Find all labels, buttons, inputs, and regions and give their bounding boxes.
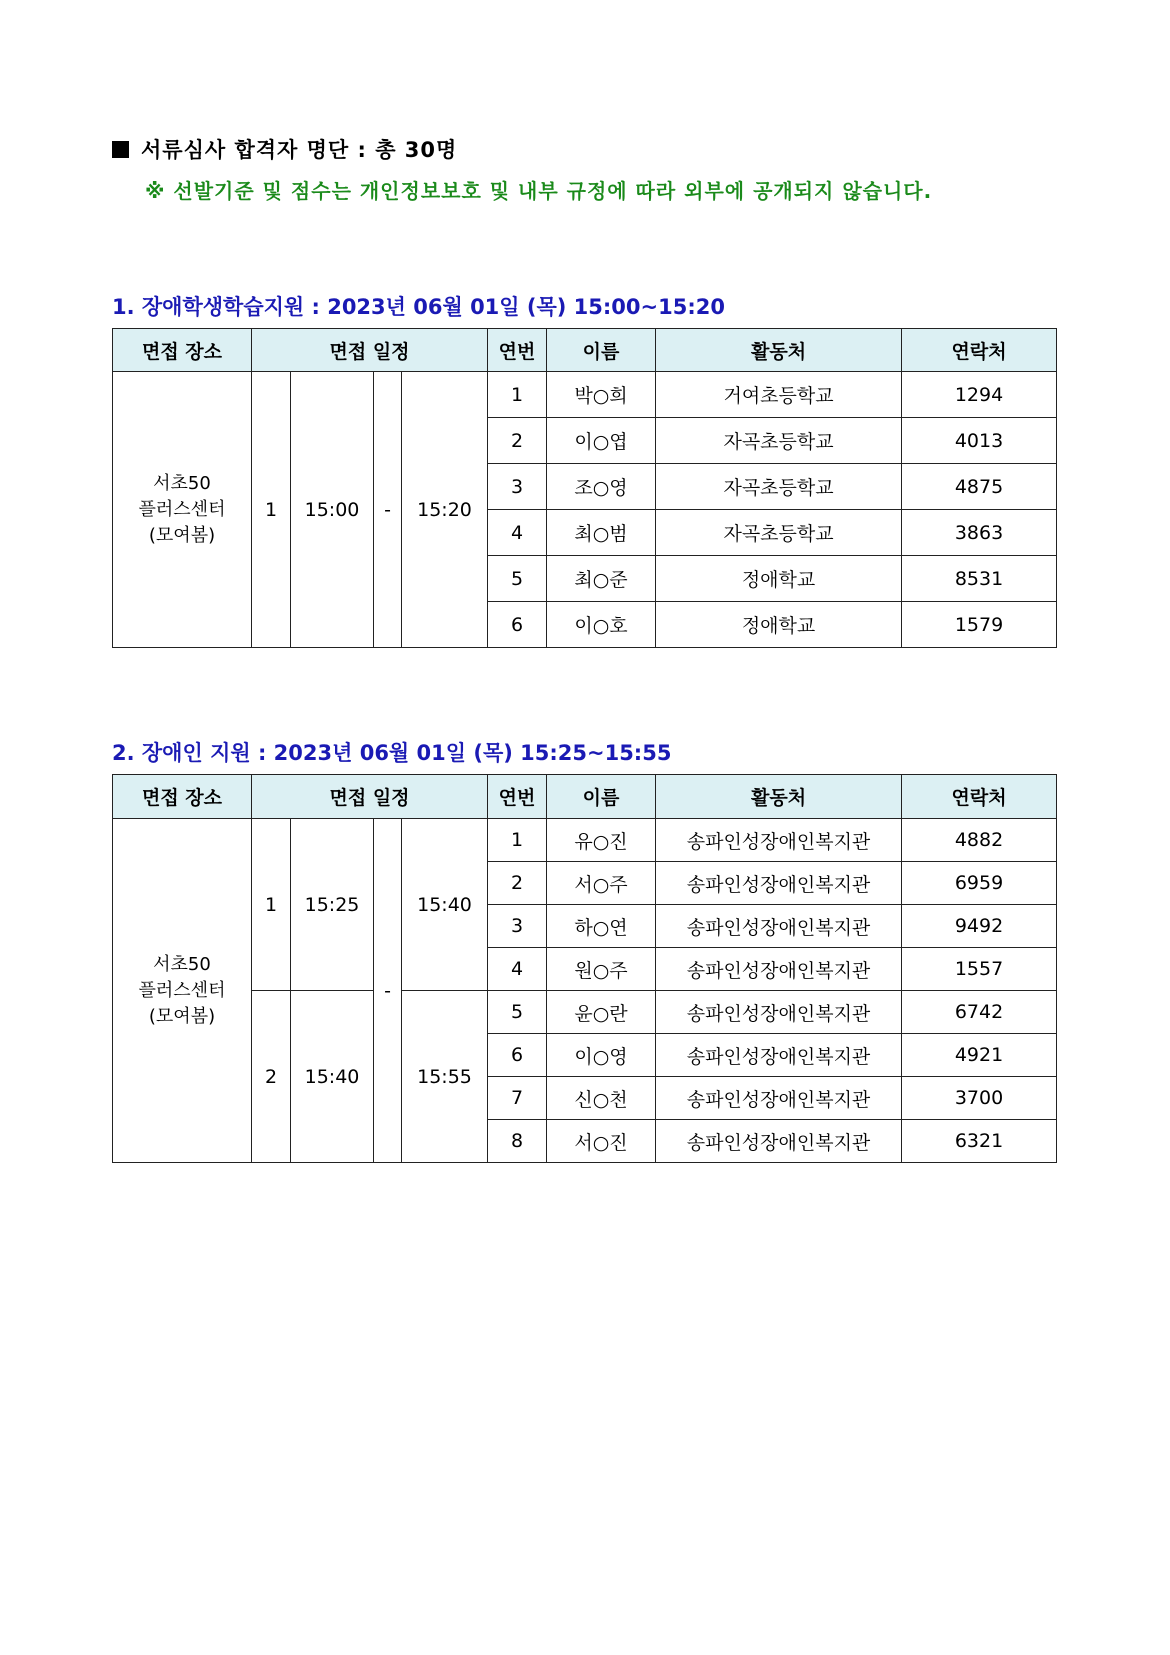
time-dash: - xyxy=(374,372,402,648)
row-org: 송파인성장애인복지관 xyxy=(656,1034,902,1077)
row-org: 송파인성장애인복지관 xyxy=(656,948,902,991)
header-no: 연번 xyxy=(488,329,547,372)
end-time: 15:20 xyxy=(402,372,488,648)
row-org: 정애학교 xyxy=(656,602,902,648)
row-no: 2 xyxy=(488,862,547,905)
row-org: 송파인성장애인복지관 xyxy=(656,862,902,905)
row-no: 7 xyxy=(488,1077,547,1120)
row-name: 원○주 xyxy=(547,948,656,991)
header-schedule: 면접 일정 xyxy=(252,329,488,372)
row-name: 이○호 xyxy=(547,602,656,648)
row-org: 송파인성장애인복지관 xyxy=(656,905,902,948)
header-place: 면접 장소 xyxy=(113,329,252,372)
row-no: 1 xyxy=(488,819,547,862)
end-time: 15:40 xyxy=(402,819,488,991)
row-name: 최○준 xyxy=(547,556,656,602)
session-number: 1 xyxy=(252,372,291,648)
title-text: 서류심사 합격자 명단 : 총 30명 xyxy=(141,138,458,162)
row-contact: 8531 xyxy=(902,556,1057,602)
session-number: 1 xyxy=(252,819,291,991)
row-org: 거여초등학교 xyxy=(656,372,902,418)
place-line: 플러스센터 xyxy=(138,498,226,520)
row-org: 정애학교 xyxy=(656,556,902,602)
row-name: 박○희 xyxy=(547,372,656,418)
header-contact: 연락처 xyxy=(902,329,1057,372)
row-no: 4 xyxy=(488,510,547,556)
table-header-row xyxy=(113,775,1057,819)
header-org: 활동처 xyxy=(656,329,902,372)
row-name: 유○진 xyxy=(547,819,656,862)
session-number: 2 xyxy=(252,991,291,1163)
row-no: 5 xyxy=(488,556,547,602)
row-contact: 6321 xyxy=(902,1120,1057,1163)
disclosure-note: ※ 선발기준 및 점수는 개인정보보호 및 내부 규정에 따라 외부에 공개되지 않습니다. xyxy=(145,179,933,203)
row-no: 8 xyxy=(488,1120,547,1163)
header-place: 면접 장소 xyxy=(113,775,252,819)
section2-table xyxy=(112,774,1057,1163)
row-contact: 4875 xyxy=(902,464,1057,510)
row-contact: 3700 xyxy=(902,1077,1057,1120)
header-no: 연번 xyxy=(488,775,547,819)
black-square-bullet-icon xyxy=(112,141,129,158)
row-no: 3 xyxy=(488,464,547,510)
header-org: 활동처 xyxy=(656,775,902,819)
row-name: 서○진 xyxy=(547,1120,656,1163)
row-name: 이○영 xyxy=(547,1034,656,1077)
interview-place xyxy=(113,819,252,1163)
row-name: 조○영 xyxy=(547,464,656,510)
row-name: 하○연 xyxy=(547,905,656,948)
place-line: 서초50 xyxy=(153,953,211,975)
row-no: 1 xyxy=(488,372,547,418)
row-no: 2 xyxy=(488,418,547,464)
header-schedule: 면접 일정 xyxy=(252,775,488,819)
row-contact: 9492 xyxy=(902,905,1057,948)
row-name: 윤○란 xyxy=(547,991,656,1034)
header-name: 이름 xyxy=(547,775,656,819)
row-org: 송파인성장애인복지관 xyxy=(656,1077,902,1120)
row-name: 서○주 xyxy=(547,862,656,905)
header-contact: 연락처 xyxy=(902,775,1057,819)
row-contact: 4882 xyxy=(902,819,1057,862)
row-name: 최○범 xyxy=(547,510,656,556)
row-org: 송파인성장애인복지관 xyxy=(656,991,902,1034)
row-no: 5 xyxy=(488,991,547,1034)
row-org: 자곡초등학교 xyxy=(656,418,902,464)
place-line: 플러스센터 xyxy=(138,979,226,1001)
section2-heading: 2. 장애인 지원 : 2023년 06월 01일 (목) 15:25~15:55 xyxy=(112,741,672,765)
place-line: 서초50 xyxy=(153,472,211,494)
table-row xyxy=(113,372,1057,418)
row-contact: 1579 xyxy=(902,602,1057,648)
start-time: 15:40 xyxy=(291,991,374,1163)
row-contact: 6959 xyxy=(902,862,1057,905)
document-title xyxy=(112,134,457,164)
place-line: (모여봄) xyxy=(148,524,216,546)
end-time: 15:55 xyxy=(402,991,488,1163)
row-org: 송파인성장애인복지관 xyxy=(656,1120,902,1163)
row-contact: 1294 xyxy=(902,372,1057,418)
row-contact: 4921 xyxy=(902,1034,1057,1077)
header-name: 이름 xyxy=(547,329,656,372)
row-name: 이○엽 xyxy=(547,418,656,464)
row-no: 3 xyxy=(488,905,547,948)
time-dash: - xyxy=(374,819,402,1163)
row-org: 자곡초등학교 xyxy=(656,464,902,510)
table-header-row xyxy=(113,329,1057,372)
row-no: 6 xyxy=(488,602,547,648)
start-time: 15:00 xyxy=(291,372,374,648)
row-contact: 1557 xyxy=(902,948,1057,991)
place-line: (모여봄) xyxy=(148,1005,216,1027)
row-contact: 6742 xyxy=(902,991,1057,1034)
row-contact: 4013 xyxy=(902,418,1057,464)
section1-heading: 1. 장애학생학습지원 : 2023년 06월 01일 (목) 15:00~15:20 xyxy=(112,295,725,319)
row-name: 신○천 xyxy=(547,1077,656,1120)
section1-table xyxy=(112,328,1057,648)
row-org: 자곡초등학교 xyxy=(656,510,902,556)
table-row xyxy=(113,991,1057,1034)
row-org: 송파인성장애인복지관 xyxy=(656,819,902,862)
interview-place xyxy=(113,372,252,648)
row-contact: 3863 xyxy=(902,510,1057,556)
row-no: 4 xyxy=(488,948,547,991)
table-row xyxy=(113,819,1057,862)
row-no: 6 xyxy=(488,1034,547,1077)
start-time: 15:25 xyxy=(291,819,374,991)
